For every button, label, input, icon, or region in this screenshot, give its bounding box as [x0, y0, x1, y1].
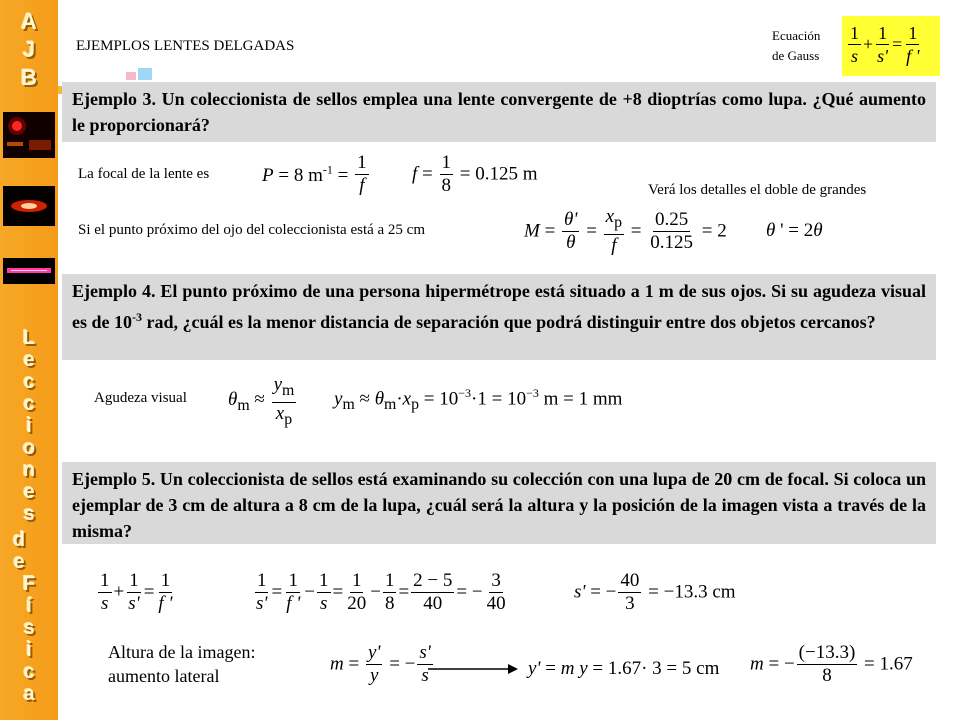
title-letter: L — [22, 327, 36, 349]
near-point-label: Si el punto próximo del ojo del coleccionista está a 25 cm — [78, 222, 425, 238]
title-letter: í — [26, 595, 32, 617]
gauss-equation: $\frac{1}{s}$ + $\frac{1}{s'}$ = $\frac{1}{f '}$ — [850, 23, 920, 66]
title-letter: n — [22, 459, 36, 481]
title-letter: c — [23, 393, 35, 415]
magnification-value-equation: m = − $\frac{(-13.3)}{8}$ = 1.67 — [750, 642, 913, 686]
laser-thumbnail-1 — [3, 112, 55, 158]
gauss-equation-ex5: $\frac{1}{s}$ + $\frac{1}{s'}$ = $\frac{1}{f '}$ — [100, 570, 173, 614]
title-letter: s — [23, 503, 35, 525]
height-label-line2: aumento lateral — [108, 666, 220, 686]
title-letter: i — [26, 415, 32, 437]
title-letter: s — [23, 617, 35, 639]
magnification-equation: M = $\frac{\theta'}{\theta}$ = $\frac{x_p}{f}$ = $\frac{0.25}{0.125}$ = 2 — [524, 206, 727, 256]
ex4-text-post: rad, ¿cuál es la menor distancia de separación que podrá distinguir entre dos objetos cercanos? — [142, 312, 876, 332]
focal-equation: f = $\frac{1}{8}$ = 0.125 m — [412, 152, 538, 196]
focal-label: La focal de la lente es — [78, 166, 210, 182]
page-title: EJEMPLOS LENTES DELGADAS — [76, 38, 295, 54]
ex4-exponent: -3 — [132, 310, 142, 324]
title-letter: e — [23, 349, 35, 371]
logo-letter-a: A — [21, 9, 37, 34]
laser-thumbnail-3 — [3, 258, 55, 284]
arrow-icon — [428, 662, 518, 676]
acuity-equation: $\theta_m$ ≈ $\frac{y_m}{x_p}$ — [228, 374, 295, 428]
ex4-text-pre: Ejemplo 4. El punto próximo de una persona hipermétrope está situado a 1 m de sus ojos. Si su agudeza visual es de 10 — [72, 281, 926, 332]
result-text: Verá los detalles el doble de grandes — [648, 182, 867, 198]
decor-mark — [126, 72, 136, 80]
sidebar — [0, 0, 58, 720]
title-letter: d — [12, 529, 26, 551]
title-letter: a — [23, 683, 35, 705]
gauss-label-line1: Ecuación — [772, 28, 821, 43]
image-height-equation: y' = m y = 1.67· 3 = 5 cm — [528, 658, 720, 679]
title-letter: e — [13, 551, 25, 573]
example-4-statement — [62, 274, 936, 360]
height-label-line1: Altura de la imagen: — [108, 642, 256, 662]
logo-letter-j: J — [22, 37, 36, 62]
angle-relation: θ ' = 2θ — [766, 220, 823, 241]
title-letter: F — [22, 573, 36, 595]
acuity-label: Agudeza visual — [94, 390, 187, 406]
title-letter: c — [23, 371, 35, 393]
laser-thumbnail-2 — [3, 186, 55, 226]
logo-letter-b: B — [21, 65, 37, 90]
power-equation: P = 8 $m^{-1}$ = $\frac{1}{f}$ — [262, 152, 367, 196]
title-letter: o — [22, 437, 36, 459]
example-3-statement: Ejemplo 3. Un coleccionista de sellos emplea una lente convergente de +8 dioptrías como lupa. ¿Qué aumento le proporcionará? — [62, 82, 936, 142]
title-letter: c — [23, 661, 35, 683]
image-distance-calc: $\frac{1}{s'}$ = $\frac{1}{f '}$ − $\frac{1}{s}$ = $\frac{1}{20}$ − $\frac{1}{8}$ = $\frac{2 - 5}{40}$ = − $\frac{3}{40}$ — [256, 570, 506, 614]
gauss-equation-box — [842, 16, 940, 76]
separation-equation: $y_m \approx \theta_m\cdot x_p = 10^{-3}\cdot 1 = 10^{-3}$ m = 1 mm — [334, 386, 623, 414]
image-distance-result: s' = − $\frac{40}{3}$ = −13.3 cm — [574, 570, 736, 614]
example-5-statement: Ejemplo 5. Un coleccionista de sellos está examinando su colección con una lupa de 20 cm de focal. Si coloca un ejemplar de 3 cm de altura a 8 cm de la lupa, ¿cuál será la altura y la posición de la imagen vista a través de la misma? — [62, 462, 936, 544]
title-letter: e — [23, 481, 35, 503]
gauss-label-line2: de Gauss — [772, 48, 820, 63]
decor-mark — [138, 68, 152, 80]
title-letter: i — [26, 639, 32, 661]
lateral-magnification-equation: m = $\frac{y'}{y}$ = − $\frac{s'}{s}$ — [330, 642, 431, 686]
